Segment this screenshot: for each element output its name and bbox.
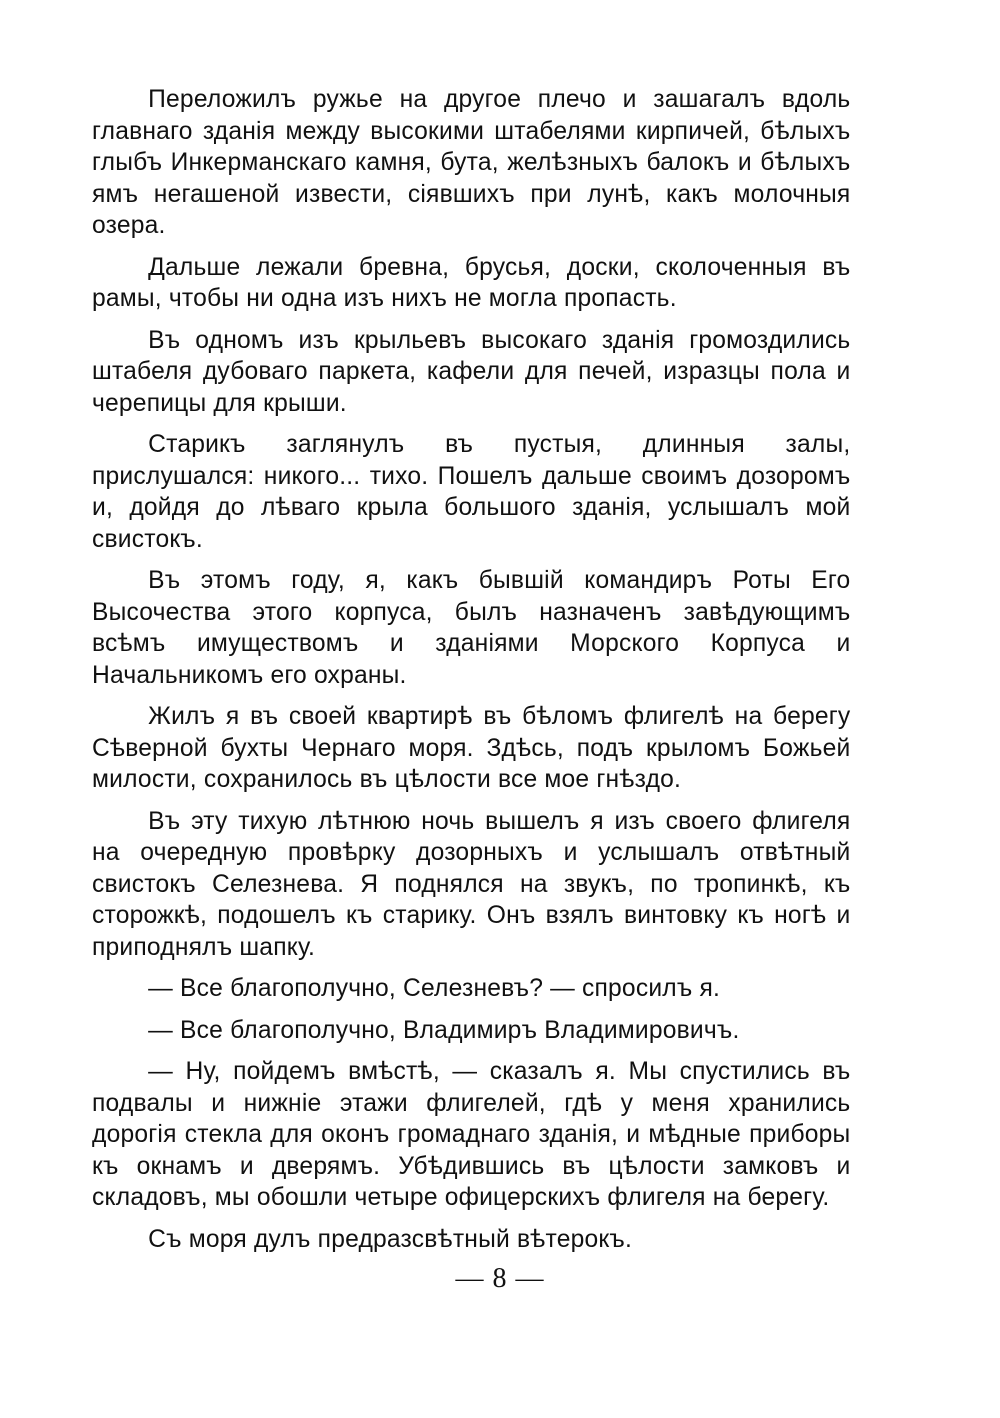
paragraph-9: Съ моря дулъ предразсвѣтный вѣтерокъ. <box>148 1224 633 1253</box>
dialogue-line-1: — Все благополучно, Селезневъ? — спросилъ я. <box>148 974 721 1002</box>
page-number: — 8 — <box>455 1263 545 1294</box>
paragraph-3: Въ одномъ изъ крыльевъ высокаго зданія громоздились штабеля дубоваго паркета, кафели для печей, изразцы пола и черепицы для крыши. <box>92 325 851 417</box>
page-body <box>92 84 862 1265</box>
paragraph-4: Старикъ заглянулъ въ пустыя, длинныя залы, прислушался: никого... тихо. Пошелъ дальше своимъ дозоромъ и, дойдя до лѣваго крыла большого зданія, услышалъ мой свистокъ. <box>92 430 851 553</box>
paragraph-1: Переложилъ ружье на другое плечо и зашагалъ вдоль главнаго зданія между высокими штабелями кирпичей, бѣлыхъ глыбъ Инкерманскаго камня, бута, желѣзныхъ балокъ и бѣлыхъ ямъ негашеной извести, сіявшихъ при лунѣ, какъ молочныя озера. <box>92 85 851 239</box>
dialogue-line-2: — Все благополучно, Владимиръ Владимировичъ. <box>148 1015 740 1044</box>
paragraph-7: Въ эту тихую лѣтнюю ночь вышелъ я изъ своего флигеля на очередную провѣрку дозорныхъ и услышалъ отвѣтный свистокъ Селезнева. Я поднялся на звукъ, по тропинкѣ, къ сторожкѣ, подошелъ къ старику. Онъ взялъ винтовку къ ногѣ и приподнялъ шапку. <box>92 806 851 961</box>
paragraph-6: Жилъ я въ своей квартирѣ въ бѣломъ флигелѣ на берегу Сѣверной бухты Чернаго моря. Здѣсь, подъ крыломъ Божьей милости, сохранилось въ цѣлости все мое гнѣздо. <box>92 702 851 793</box>
paragraph-5: Въ этомъ году, я, какъ бывшій командиръ Роты Его Высочества этого корпуса, былъ назначенъ завѣдующимъ всѣмъ имуществомъ и зданіями Морского Корпуса и Начальникомъ его охраны. <box>92 566 851 689</box>
paragraph-8: — Ну, пойдемъ вмѣстѣ, — сказалъ я. Мы спустились въ подвалы и нижніе этажи флигелей, гдѣ у меня хранились дорогія стекла для оконъ громаднаго зданія, и мѣдные приборы къ окнамъ и дверямъ. Убѣдившись въ цѣлости замковъ и складовъ, мы обошли четыре офицерскихъ флигеля на берегу. <box>92 1057 851 1211</box>
paragraph-2: Дальше лежали бревна, брусья, доски, сколоченныя въ рамы, чтобы ни одна изъ нихъ не могла пропасть. <box>92 252 851 312</box>
